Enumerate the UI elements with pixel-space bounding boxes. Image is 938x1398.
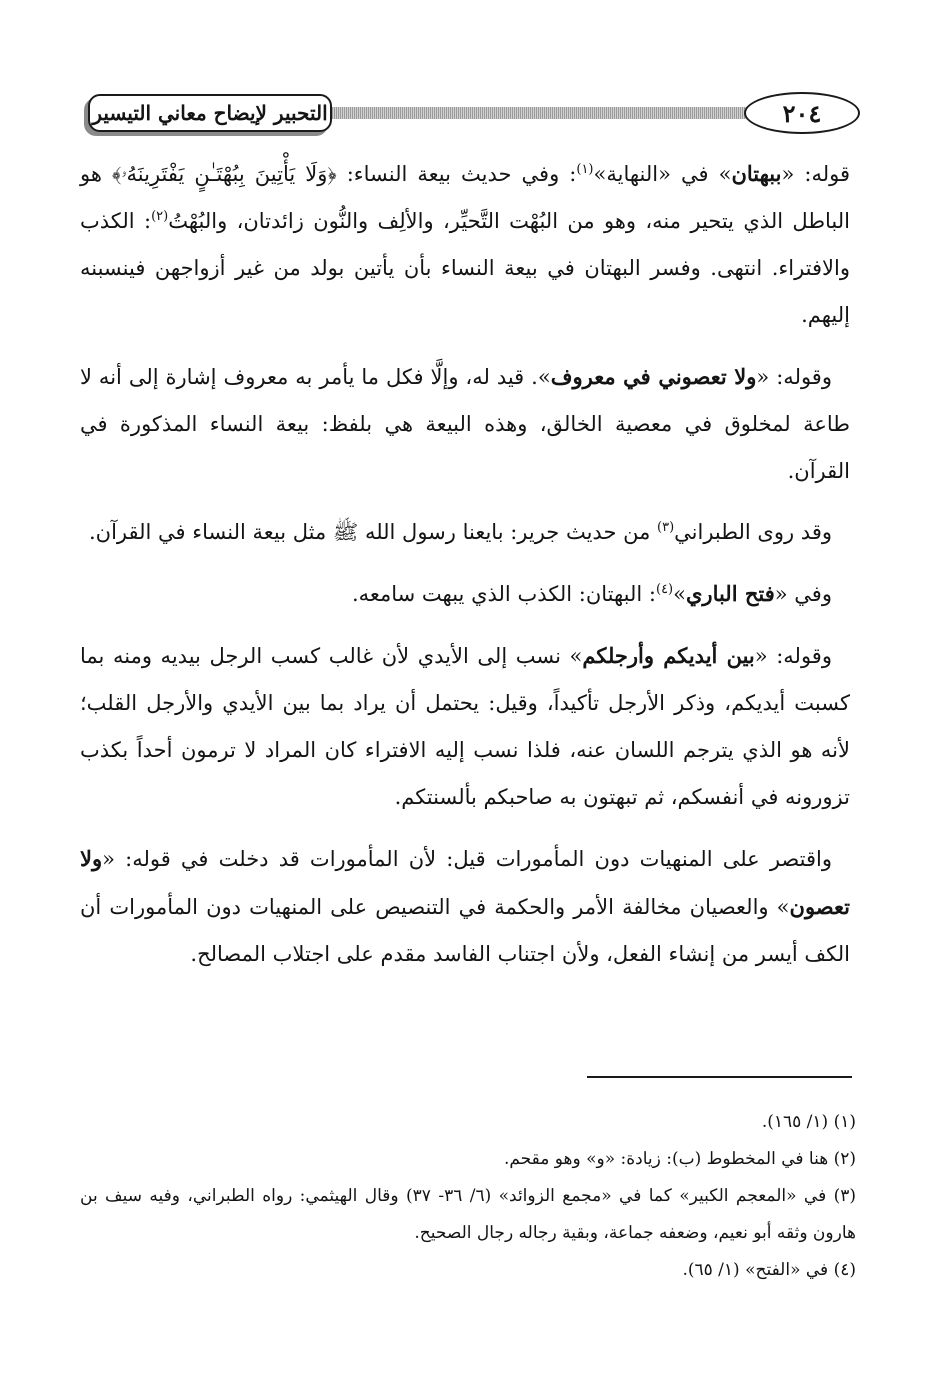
bold-term: ببهتان bbox=[731, 161, 782, 186]
bold-term: بين أيديكم وأرجلكم bbox=[582, 643, 755, 668]
page-header bbox=[80, 86, 860, 144]
page-number: ٢٠٤ bbox=[744, 92, 860, 134]
footnote-separator bbox=[587, 1076, 852, 1078]
header-decorative-band bbox=[330, 107, 775, 119]
book-title: التحبير لإيضاح معاني التيسير bbox=[88, 94, 332, 132]
paragraph-fath-albari: وفي «فتح الباري»$^{(٤)}$: البهتان: الكذب الذي يبهت سامعه. bbox=[351, 581, 832, 606]
main-text bbox=[80, 150, 850, 992]
footnote-ref: (٢) bbox=[151, 209, 169, 224]
paragraph-manhiyat: واقتصر على المنهيات دون المأمورات قيل: لأن المأمورات قد دخلت في قوله: «ولا تعصون» والعصيان مخالفة الأمر والحكمة في التنصيص على المنهيات دون المأمورات أن الكف أيسر من إنشاء الفعل، ولأن اجتناب الفاسد مقدم على اجتلاب المصالح. bbox=[80, 846, 850, 966]
bold-term: ولا تعصوني في معروف bbox=[550, 364, 757, 389]
footnote-4: (٤) في «الفتح» (١/ ٦٥). bbox=[682, 1260, 856, 1280]
paragraph-buhtan: قوله: «ببهتان» في «النهاية»$^{(١)}$: وفي حديث بيعة النساء: ﴿وَلَا يَأْتِينَ بِبُهْتَـٰنٍ يَفْتَرِينَهُۥ﴾ هو الباطل الذي يتحير منه، وهو من البُهْت التَّحيِّر، والألِف والنُّون زائدتان، والبُهْتُ$^{(٢)}$: الكذب والافتراء. انتهى. وفسر البهتان في بيعة النساء بأن يأتين بولد من غير أزواجهن فينسبنه إليهم. bbox=[80, 161, 851, 327]
footnote-ref: (١) bbox=[576, 162, 594, 177]
footnote-2: (٢) هنا في المخطوط (ب): زيادة: «و» وهو مقحم. bbox=[503, 1149, 856, 1169]
bold-term: ولا تعصون bbox=[80, 846, 850, 919]
paragraph-aydikum: وقوله: «بين أيديكم وأرجلكم» نسب إلى الأيدي لأن غالب كسب الرجل بيديه ومنه بما كسبت أيديكم، وذكر الأرجل تأكيداً، وقيل: يحتمل أن يراد بما بين الأيدي والأرجل القلب؛ لأنه هو الذي يترجم اللسان عنه، فلذا نسب إليه الافتراء كان المراد لا ترمون أحداً بكذب تزورونه في أنفسكم، ثم تبهتون به صاحبكم بألسنتكم. bbox=[80, 643, 850, 809]
paragraph-maruf: وقوله: «ولا تعصوني في معروف». قيد له، وإلَّا فكل ما يأمر به معروف إشارة إلى أنه لا طاعة لمخلوق في معصية الخالق، وهذه البيعة هي بلفظ: بيعة النساء المذكورة في القرآن. bbox=[80, 364, 850, 483]
footnote-1: (١) (١/ ١٦٥). bbox=[761, 1112, 856, 1132]
footnote-ref: (٣) bbox=[657, 520, 675, 535]
bold-term: فتح الباري bbox=[685, 581, 775, 606]
footnotes bbox=[80, 1104, 856, 1289]
footnote-ref: (٤) bbox=[655, 582, 674, 597]
paragraph-tabarani: وقد روى الطبراني$^{(٣)}$ من حديث جرير: بايعنا رسول الله ﷺ مثل بيعة النساء في القرآن. bbox=[88, 520, 832, 544]
footnote-3: (٣) في «المعجم الكبير» كما في «مجمع الزوائد» (٦/ ٣٦- ٣٧) وقال الهيثمي: رواه الطبراني، وفيه سيف بن هارون وثقه أبو نعيم، وضعفه جماعة، وبقية رجاله رجال الصحيح. bbox=[80, 1186, 857, 1243]
